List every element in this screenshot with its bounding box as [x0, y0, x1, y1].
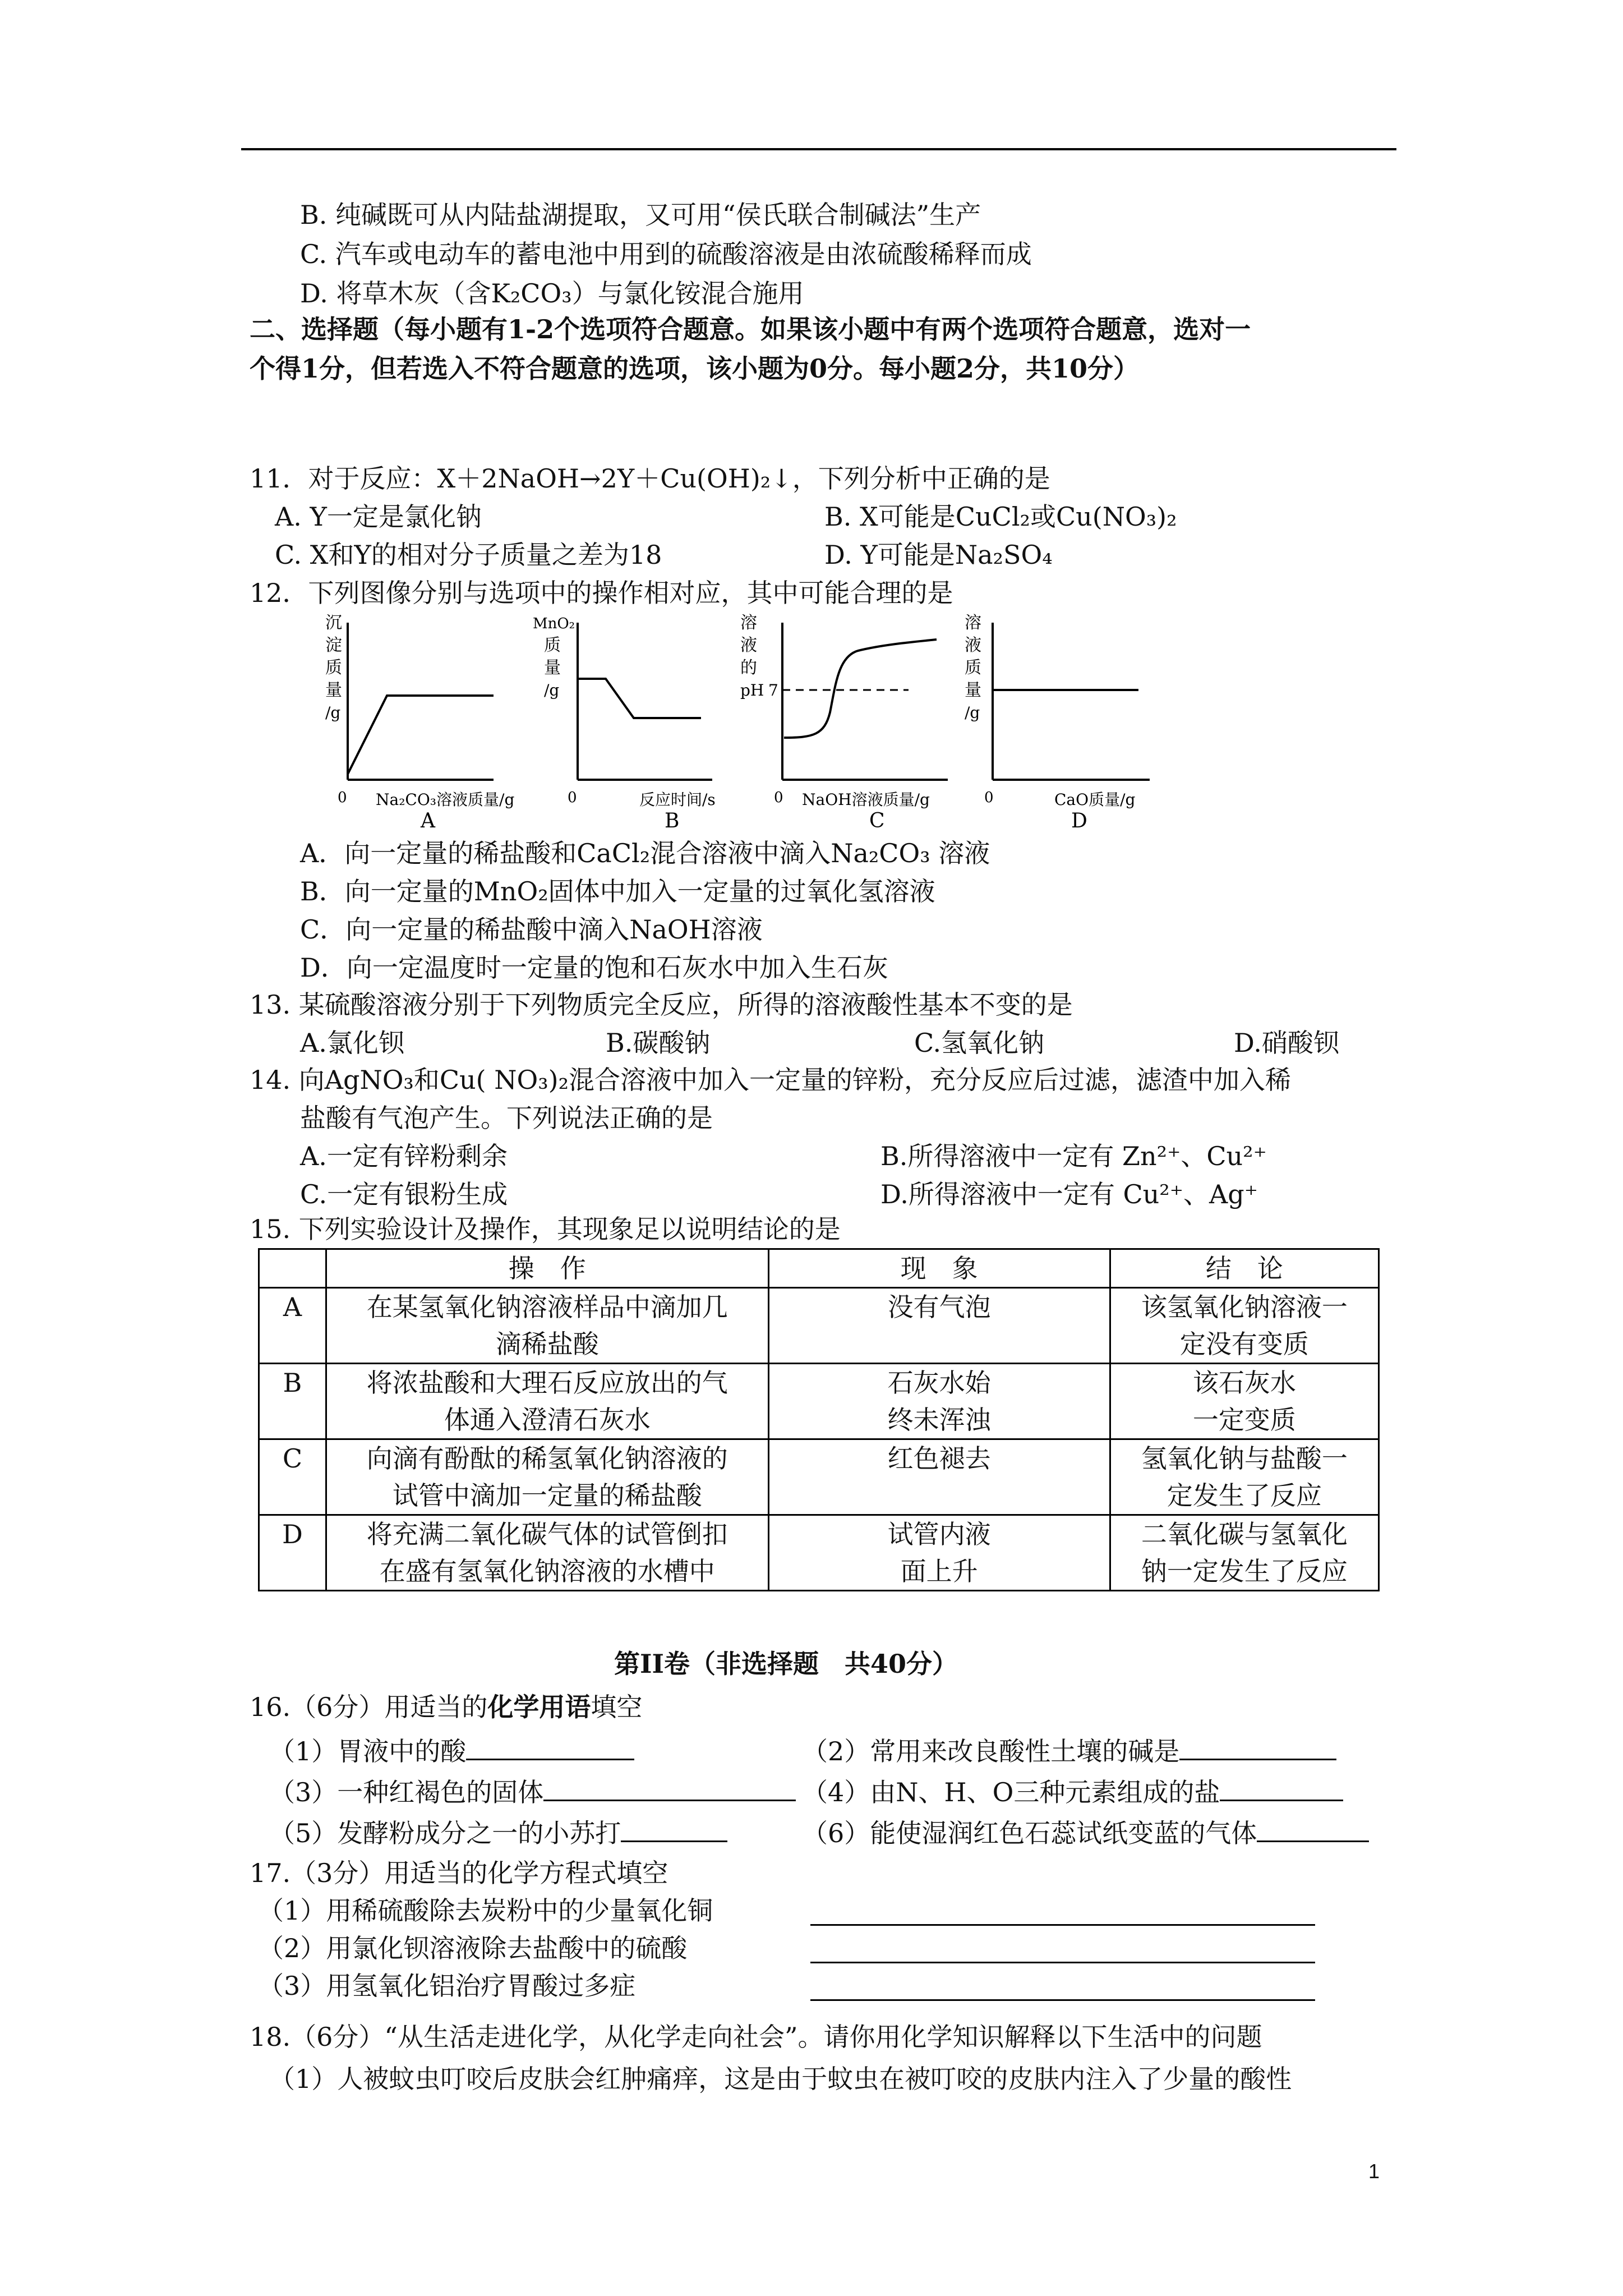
- row-key: B: [259, 1364, 326, 1439]
- row-key: D: [259, 1515, 326, 1591]
- chart-d-ylabel-1: 溶: [965, 613, 981, 633]
- part2-title: 第II卷（非选择题 共40分）: [614, 1649, 958, 1679]
- chart-a-xlabel: Na₂CO₃溶液质量/g: [376, 790, 515, 809]
- q18-stem: 18.（6分）“从生活走进化学，从化学走向社会”。请你用化学知识解释以下生活中的问题: [250, 2022, 1262, 2052]
- chart-b-letter: B: [665, 809, 680, 830]
- option-d-line: D. 将草木灰（含K₂CO₃）与氯化铵混合施用: [300, 278, 804, 309]
- chart-b: [533, 611, 735, 830]
- answer-blank-1[interactable]: [466, 1731, 634, 1760]
- chart-a-ylabel-2: 淀: [325, 636, 342, 655]
- q16-item-4: （4）由N、H、O三种元素组成的盐: [802, 1772, 1343, 1810]
- chart-b-ylabel-3: 量: [544, 658, 561, 678]
- chart-c-ylabel-1: 溶: [740, 613, 757, 633]
- q13-option-c: C.氢氧化钠: [914, 1028, 1045, 1058]
- q17-item-1: （1）用稀硫酸除去炭粉中的少量氧化铜: [258, 1895, 713, 1926]
- chart-a-origin: 0: [338, 789, 347, 806]
- chart-d-origin: 0: [984, 789, 994, 806]
- q14-option-d: D.所得溶液中一定有 Cu²⁺、Ag⁺: [880, 1179, 1258, 1209]
- row-phenomenon: 没有气泡: [768, 1288, 1110, 1364]
- table-row: [259, 1439, 1379, 1515]
- row-operation: 在某氢氧化钠溶液样品中滴加几 滴稀盐酸: [326, 1288, 768, 1364]
- q11-option-a: A. Y一定是氯化钠: [275, 501, 482, 532]
- q14-stem-line1: 14. 向AgNO₃和Cu( NO₃)₂混合溶液中加入一定量的锌粉，充分反应后过滤，滤渣中加入稀: [250, 1065, 1292, 1095]
- row-phenomenon: 试管内液 面上升: [768, 1515, 1110, 1591]
- chart-b-xlabel: 反应时间/s: [639, 790, 716, 809]
- chart-a: [325, 611, 527, 830]
- q17-stem: 17.（3分）用适当的化学方程式填空: [250, 1858, 668, 1888]
- header-rule: [241, 148, 1396, 150]
- table-row: [259, 1364, 1379, 1439]
- q17-item-2: （2）用氯化钡溶液除去盐酸中的硫酸: [258, 1933, 688, 1963]
- row-conclusion: 二氧化碳与氢氧化 钠一定发生了反应: [1110, 1515, 1378, 1591]
- row-operation: 将浓盐酸和大理石反应放出的气 体通入澄清石灰水: [326, 1364, 768, 1439]
- table-header-row: [259, 1249, 1379, 1288]
- q18-item-1: （1）人被蚊虫叮咬后皮肤会红肿痛痒，这是由于蚊虫在被叮咬的皮肤内注入了少量的酸性: [269, 2064, 1292, 2094]
- page-number: 1: [1368, 2160, 1380, 2183]
- row-key: A: [259, 1288, 326, 1364]
- option-c-line: C. 汽车或电动车的蓄电池中用到的硫酸溶液是由浓硫酸稀释而成: [300, 239, 1032, 269]
- q13-option-d: D.硝酸钡: [1234, 1028, 1339, 1058]
- table-row: [259, 1288, 1379, 1364]
- option-b-line: B. 纯碱既可从内陆盐湖提取，又可用“侯氏联合制碱法”生产: [300, 200, 981, 230]
- q16-item-5: （5）发酵粉成分之一的小苏打: [269, 1812, 727, 1851]
- answer-blank-5[interactable]: [621, 1812, 727, 1842]
- chart-b-ylabel-2: 质: [544, 636, 561, 655]
- row-phenomenon: 红色褪去: [768, 1439, 1110, 1515]
- chart-d-xlabel: CaO质量/g: [1054, 790, 1136, 809]
- q11-option-c: C. X和Y的相对分子质量之差为18: [275, 540, 662, 570]
- chart-c-ylabel-4: pH: [740, 681, 764, 700]
- equation-blank-2[interactable]: [810, 1934, 1315, 1963]
- q13-stem: 13. 某硫酸溶液分别于下列物质完全反应，所得的溶液酸性基本不变的是: [250, 990, 1073, 1020]
- chart-d-letter: D: [1071, 809, 1087, 830]
- q16-item-2: （2）常用来改良酸性土壤的碱是: [802, 1731, 1336, 1769]
- row-conclusion: 氢氧化钠与盐酸一 定发生了反应: [1110, 1439, 1378, 1515]
- equation-blank-1[interactable]: [810, 1896, 1315, 1926]
- chart-a-ylabel-4: 量: [325, 680, 342, 700]
- q14-stem-line2: 盐酸有气泡产生。下列说法正确的是: [300, 1103, 713, 1133]
- q16-item-6: （6）能使湿润红色石蕊试纸变蓝的气体: [802, 1812, 1369, 1851]
- q12-option-d: D．向一定温度时一定量的饱和石灰水中加入生石灰: [300, 953, 888, 983]
- row-operation: 向滴有酚酞的稀氢氧化钠溶液的 试管中滴加一定量的稀盐酸: [326, 1439, 768, 1515]
- chart-c-tick-7: 7: [768, 681, 778, 700]
- table-header-phenomenon: 现 象: [768, 1249, 1110, 1288]
- chart-c-xlabel: NaOH溶液质量/g: [802, 790, 930, 809]
- chart-d-ylabel-4: 量: [965, 680, 981, 700]
- q16-stem: 16.（6分）用适当的化学用语填空: [250, 1692, 643, 1722]
- chart-c-curve: [784, 639, 937, 738]
- section-heading-line1: 二、选择题（每小题有1-2个选项符合题意。如果该小题中有两个选项符合题意，选对一: [250, 314, 1251, 344]
- answer-blank-3[interactable]: [543, 1772, 796, 1801]
- chart-d: [965, 611, 1166, 830]
- q14-option-b: B.所得溶液中一定有 Zn²⁺、Cu²⁺: [880, 1141, 1267, 1171]
- q17-item-3: （3）用氢氧化铝治疗胃酸过多症: [258, 1971, 636, 2001]
- answer-blank-2[interactable]: [1179, 1731, 1336, 1760]
- q11-stem: 11．对于反应：X＋2NaOH→2Y＋Cu(OH)₂↓，下列分析中正确的是: [250, 463, 1050, 494]
- chart-d-ylabel-2: 液: [965, 636, 981, 655]
- q15-stem: 15. 下列实验设计及操作，其现象足以说明结论的是: [250, 1214, 841, 1244]
- section-heading-line2: 个得1分，但若选入不符合题意的选项，该小题为0分。每小题2分，共10分）: [250, 353, 1140, 384]
- row-conclusion: 该石灰水 一定变质: [1110, 1364, 1378, 1439]
- chart-c-ylabel-3: 的: [740, 658, 757, 678]
- chart-a-letter: A: [421, 809, 435, 830]
- chart-d-ylabel-3: 质: [965, 658, 981, 678]
- chart-c-letter: C: [869, 809, 885, 830]
- table-header-conclusion: 结 论: [1110, 1249, 1378, 1288]
- chart-b-curve: [578, 679, 701, 718]
- q12-option-c: C．向一定量的稀盐酸中滴入NaOH溶液: [300, 914, 763, 945]
- q13-option-b: B.碳酸钠: [606, 1028, 711, 1058]
- chart-b-ylabel-4: /g: [544, 681, 560, 700]
- chart-b-origin: 0: [568, 789, 577, 806]
- row-phenomenon: 石灰水始 终未浑浊: [768, 1364, 1110, 1439]
- q12-option-b: B．向一定量的MnO₂固体中加入一定量的过氧化氢溶液: [300, 876, 935, 907]
- chart-a-curve: [348, 696, 494, 774]
- chart-c-ylabel-2: 液: [740, 636, 757, 655]
- experiment-table: [258, 1248, 1380, 1591]
- q11-option-b: B. X可能是CuCl₂或Cu(NO₃)₂: [824, 501, 1177, 532]
- q16-item-3: （3）一种红褐色的固体: [269, 1772, 796, 1810]
- table-row: [259, 1515, 1379, 1591]
- q16-item-1: （1）胃液中的酸: [269, 1731, 634, 1769]
- row-conclusion: 该氢氧化钠溶液一 定没有变质: [1110, 1288, 1378, 1364]
- q12-stem: 12．下列图像分别与选项中的操作相对应，其中可能合理的是: [250, 578, 953, 608]
- table-header-key: [259, 1249, 326, 1288]
- chart-d-ylabel-5: /g: [965, 703, 980, 722]
- table-header-operation: 操 作: [326, 1249, 768, 1288]
- row-key: C: [259, 1439, 326, 1515]
- chart-c-origin: 0: [774, 789, 783, 806]
- answer-blank-4[interactable]: [1220, 1772, 1343, 1801]
- chart-a-ylabel-5: /g: [325, 703, 341, 722]
- answer-blank-6[interactable]: [1257, 1812, 1369, 1842]
- q14-option-c: C.一定有银粉生成: [300, 1179, 508, 1209]
- chart-a-ylabel-1: 沉: [325, 613, 342, 633]
- q12-option-a: A．向一定量的稀盐酸和CaCl₂混合溶液中滴入Na₂CO₃ 溶液: [300, 838, 990, 868]
- q13-option-a: A.氯化钡: [300, 1028, 404, 1058]
- chart-c: [740, 611, 965, 830]
- q14-option-a: A.一定有锌粉剩余: [300, 1141, 508, 1171]
- chart-a-ylabel-3: 质: [325, 658, 342, 678]
- equation-blank-3[interactable]: [810, 1971, 1315, 2001]
- q11-option-d: D. Y可能是Na₂SO₄: [824, 540, 1053, 570]
- row-operation: 将充满二氧化碳气体的试管倒扣 在盛有氢氧化钠溶液的水槽中: [326, 1515, 768, 1591]
- chart-b-ylabel-1: MnO₂: [533, 615, 575, 632]
